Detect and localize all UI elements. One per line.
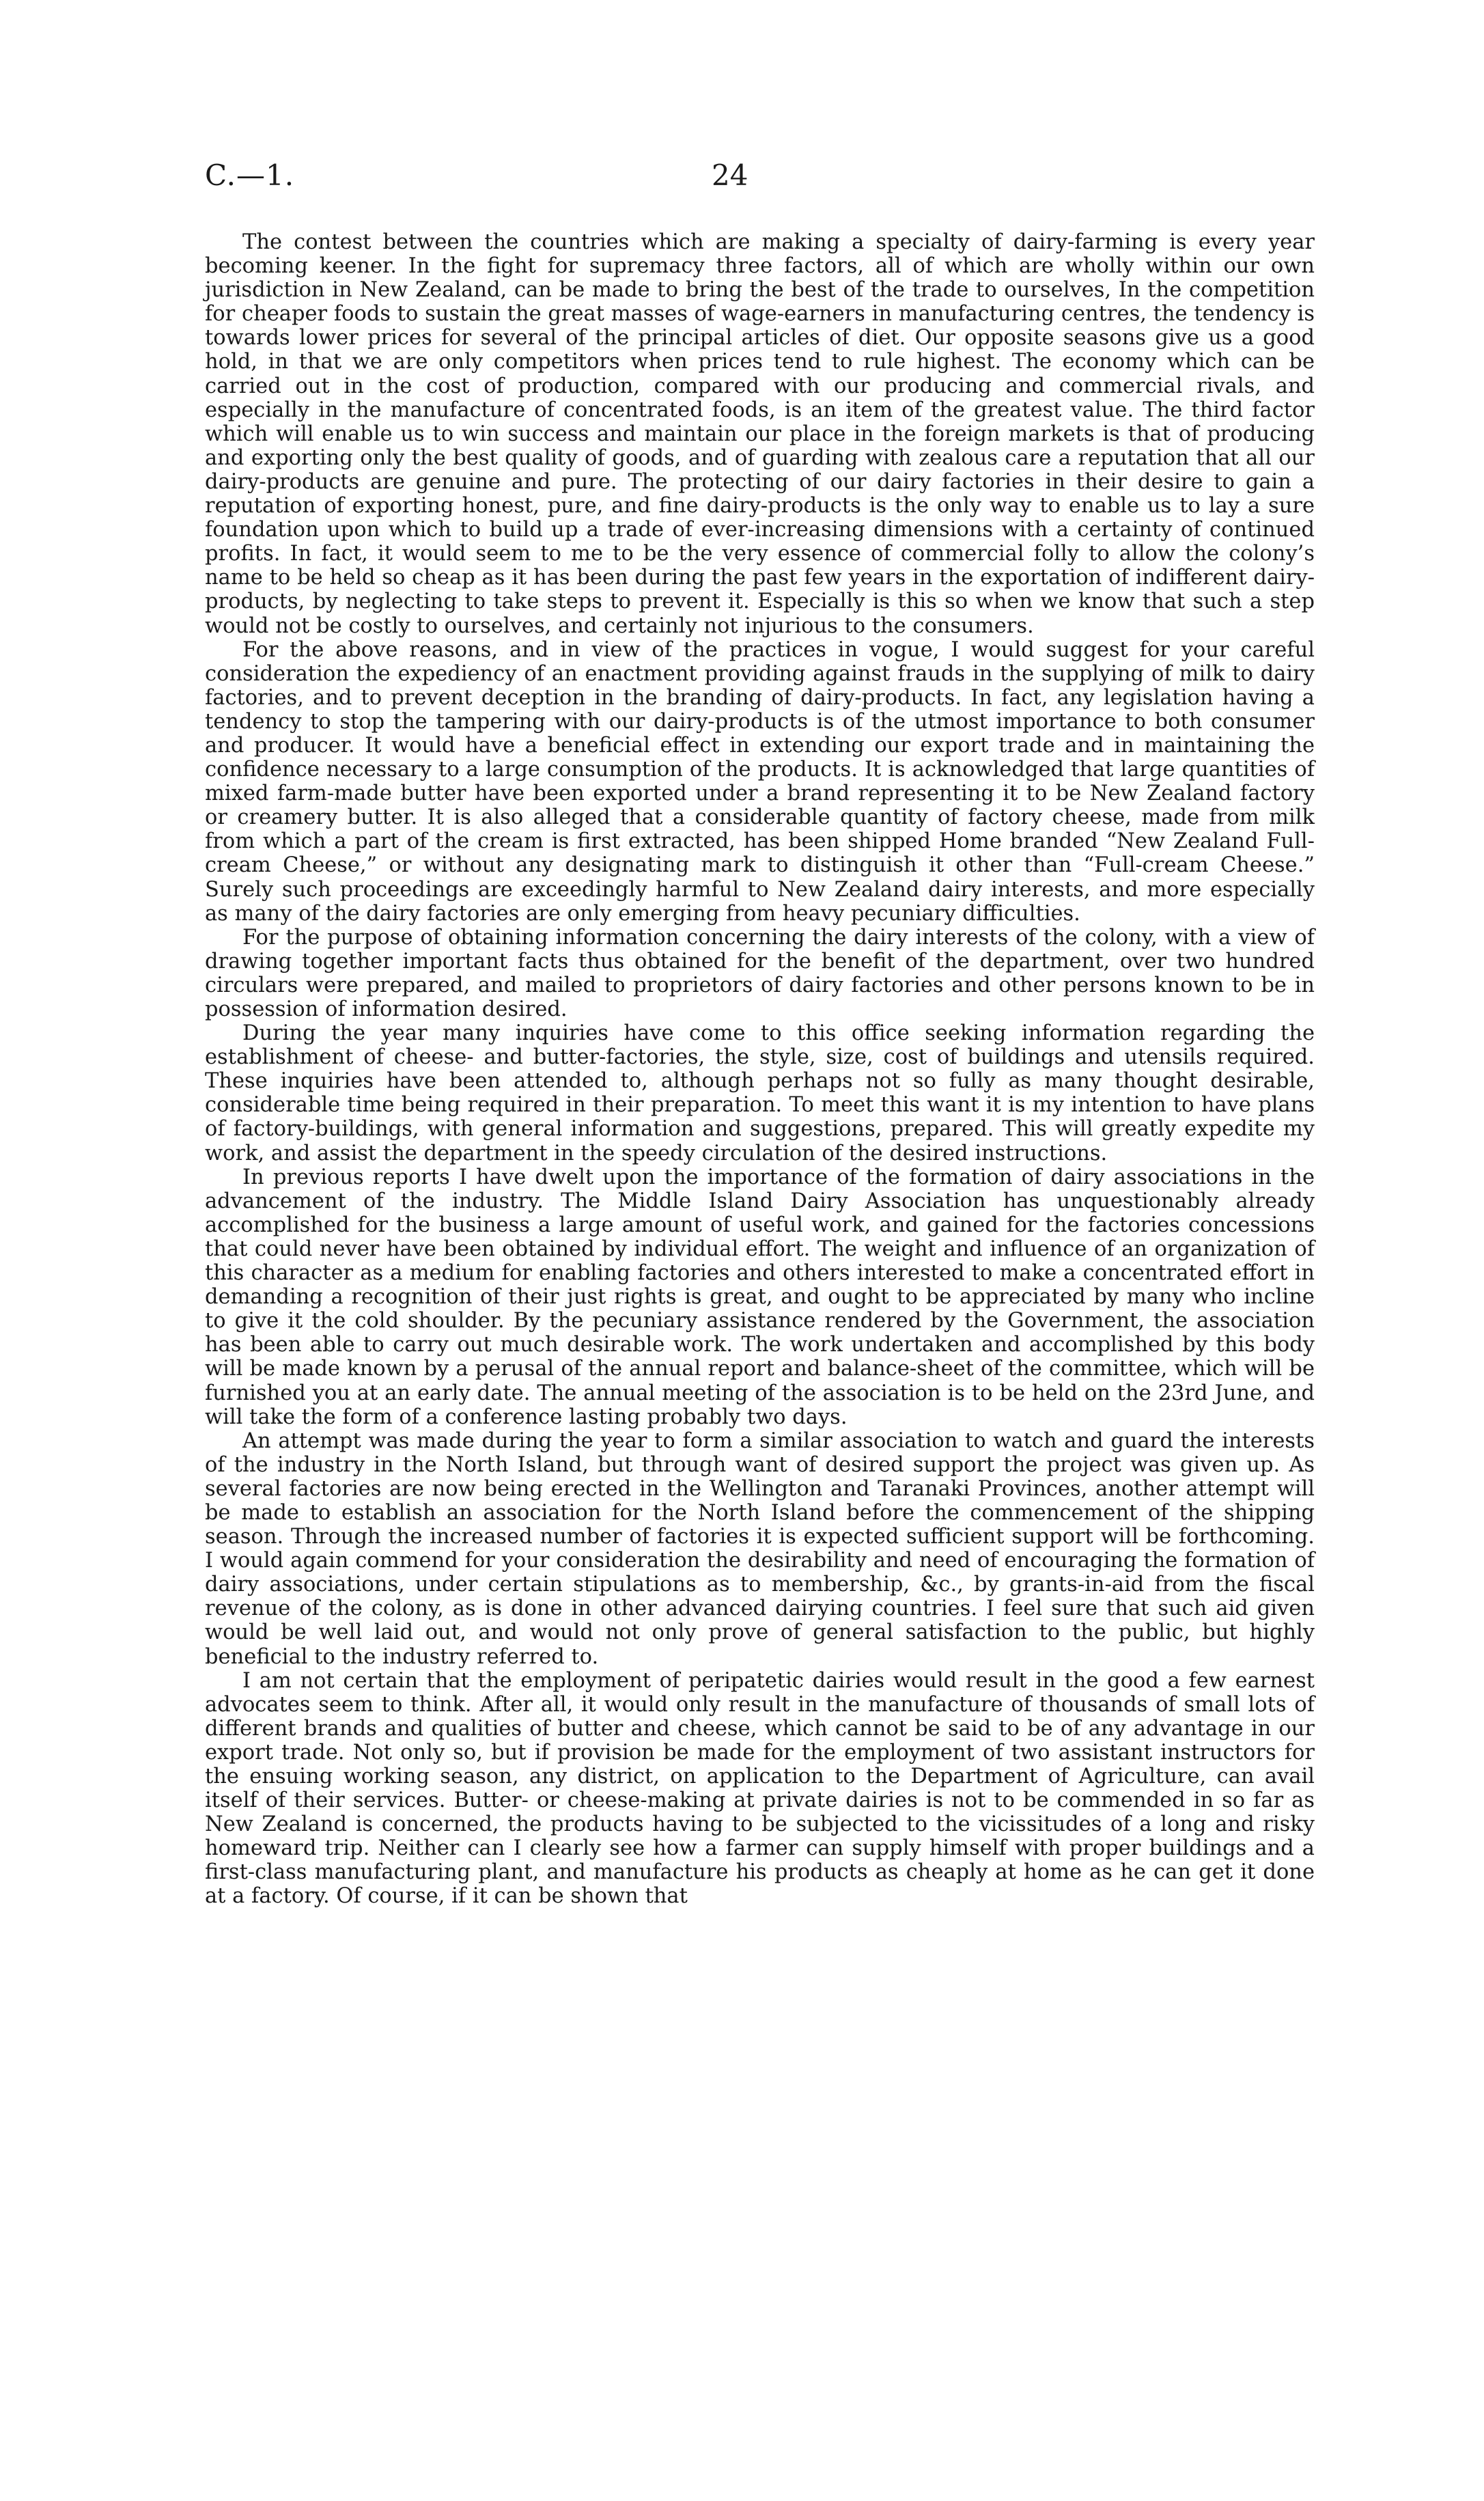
paragraph-north-island-association: An attempt was made during the year to form a similar association to watch and guard the interests of the industry in the North Island, but through want of desired support the project was given up. As several factories are now being erected in the Wellington and Taranaki Provinces, another attempt will be made to establish an association for the North Island before the commencement of the shipping season. Through the increased number of factories it is expected sufficient support will be forthcoming. I would again commend for your consideration the desirability and need of encouraging the formation of dairy associations, under certain stipulations as to membership, &c., by grants-in-aid from the fiscal revenue of the colony, as is done in other advanced dairying countries. I feel sure that such aid given would be well laid out, and would not only prove of general satisfaction to the public, but highly beneficial to the industry referred to. [205, 1428, 1315, 1669]
paragraph-fraud-legislation: For the above reasons, and in view of the practices in vogue, I would suggest for your careful consideration the expediency of an enactment providing against frauds in the supplying of milk to dairy factories, and to prevent deception in the branding of dairy-products. In fact, any legislation having a tendency to stop the tampering with our dairy-products is of the utmost importance to both consumer and producer. It would have a beneficial effect in extending our export trade and in maintaining the confidence necessary to a large consumption of the products. It is acknowledged that large quantities of mixed farm-made butter have been exported under a brand representing it to be New Zealand factory or creamery butter. It is also alleged that a considerable quantity of factory cheese, made from milk from which a part of the cream is first extracted, has been shipped Home branded “New Zealand Full-cream Cheese,” or without any designating mark to distinguish it other than “Full-cream Cheese.” Surely such proceedings are exceedingly harmful to New Zealand dairy interests, and more especially as many of the dairy factories are only emerging from heavy pecuniary difficulties. [205, 637, 1315, 926]
paragraph-peripatetic-dairies: I am not certain that the employment of peripatetic dairies would result in the good a few earnest advocates seem to think. After all, it would only result in the manufacture of thousands of small lots of different brands and qualities of butter and cheese, which cannot be said to be of any advantage in our export trade. Not only so, but if provision be made for the employment of two assistant instructors for the ensuing working season, any district, on application to the Department of Agriculture, can avail itself of their services. Butter- or cheese-making at private dairies is not to be commended in so far as New Zealand is concerned, the products having to be subjected to the vicissitudes of a long and risky homeward trip. Neither can I clearly see how a farmer can supply himself with proper buildings and a first-class manufacturing plant, and manufacture his products as cheaply at home as he can get it done at a factory. Of course, if it can be shown that [205, 1668, 1315, 1909]
paragraph-circulars: For the purpose of obtaining information concerning the dairy interests of the colony, with a view of drawing together important facts thus obtained for the benefit of the department, over two hundred circulars were prepared, and mailed to proprietors of dairy factories and other persons known to be in possession of information desired. [205, 925, 1315, 1021]
paragraph-dairy-competition: The contest between the countries which are making a specialty of dairy-farming is every year becoming keener. In the fight for supremacy three factors, all of which are wholly within our own jurisdiction in New Zealand, can be made to bring the best of the trade to ourselves, In the competition for cheaper foods to sustain the great masses of wage-earners in manufacturing centres, the tendency is towards lower prices for several of the principal articles of diet. Our opposite seasons give us a good hold, in that we are only competitors when prices tend to rule highest. The economy which can be carried out in the cost of production, compared with our producing and commercial rivals, and especially in the manufacture of concentrated foods, is an item of the greatest value. The third factor which will enable us to win success and maintain our place in the foreign markets is that of producing and exporting only the best quality of goods, and of guarding with zealous care a reputation that all our dairy-products are genuine and pure. The protecting of our dairy factories in their desire to gain a reputation of exporting honest, pure, and fine dairy-products is the only way to enable us to lay a sure foundation upon which to build up a trade of ever-increasing dimensions with a certainty of continued profits. In fact, it would seem to me to be the very essence of commercial folly to allow the colony’s name to be held so cheap as it has been during the past few years in the exportation of indifferent dairy-products, by neglecting to take steps to prevent it. Especially is this so when we know that such a step would not be costly to ourselves, and certainly not injurious to the consumers. [205, 230, 1315, 638]
page-number: 24 [712, 158, 748, 192]
paragraph-factory-inquiries: During the year many inquiries have come to this office seeking information regarding the establishment of cheese- and butter-factories, the style, size, cost of buildings and utensils required. These inquiries have been attended to, although perhaps not so fully as many thought desirable, considerable time being required in their preparation. To meet this want it is my intention to have plans of factory-buildings, with general information and suggestions, prepared. This will greatly expedite my work, and assist the department in the speedy circulation of the desired instructions. [205, 1021, 1315, 1165]
page-header [0, 158, 1484, 199]
document-reference: C.—1. [205, 158, 295, 192]
paragraph-dairy-associations: In previous reports I have dwelt upon the importance of the formation of dairy associations in the advancement of the industry. The Middle Island Dairy Association has unquestionably already accomplished for the business a large amount of useful work, and gained for the factories concessions that could never have been obtained by individual effort. The weight and influence of an organization of this character as a medium for enabling factories and others interested to make a concentrated effort in demanding a recognition of their just rights is great, and ought to be appreciated by many who incline to give it the cold shoulder. By the pecuniary assistance rendered by the Government, the association has been able to carry out much desirable work. The work undertaken and accomplished by this body will be made known by a perusal of the annual report and balance-sheet of the committee, which will be furnished you at an early date. The annual meeting of the association is to be held on the 23rd June, and will take the form of a conference lasting probably two days. [205, 1165, 1315, 1429]
body-text [205, 230, 1315, 1909]
